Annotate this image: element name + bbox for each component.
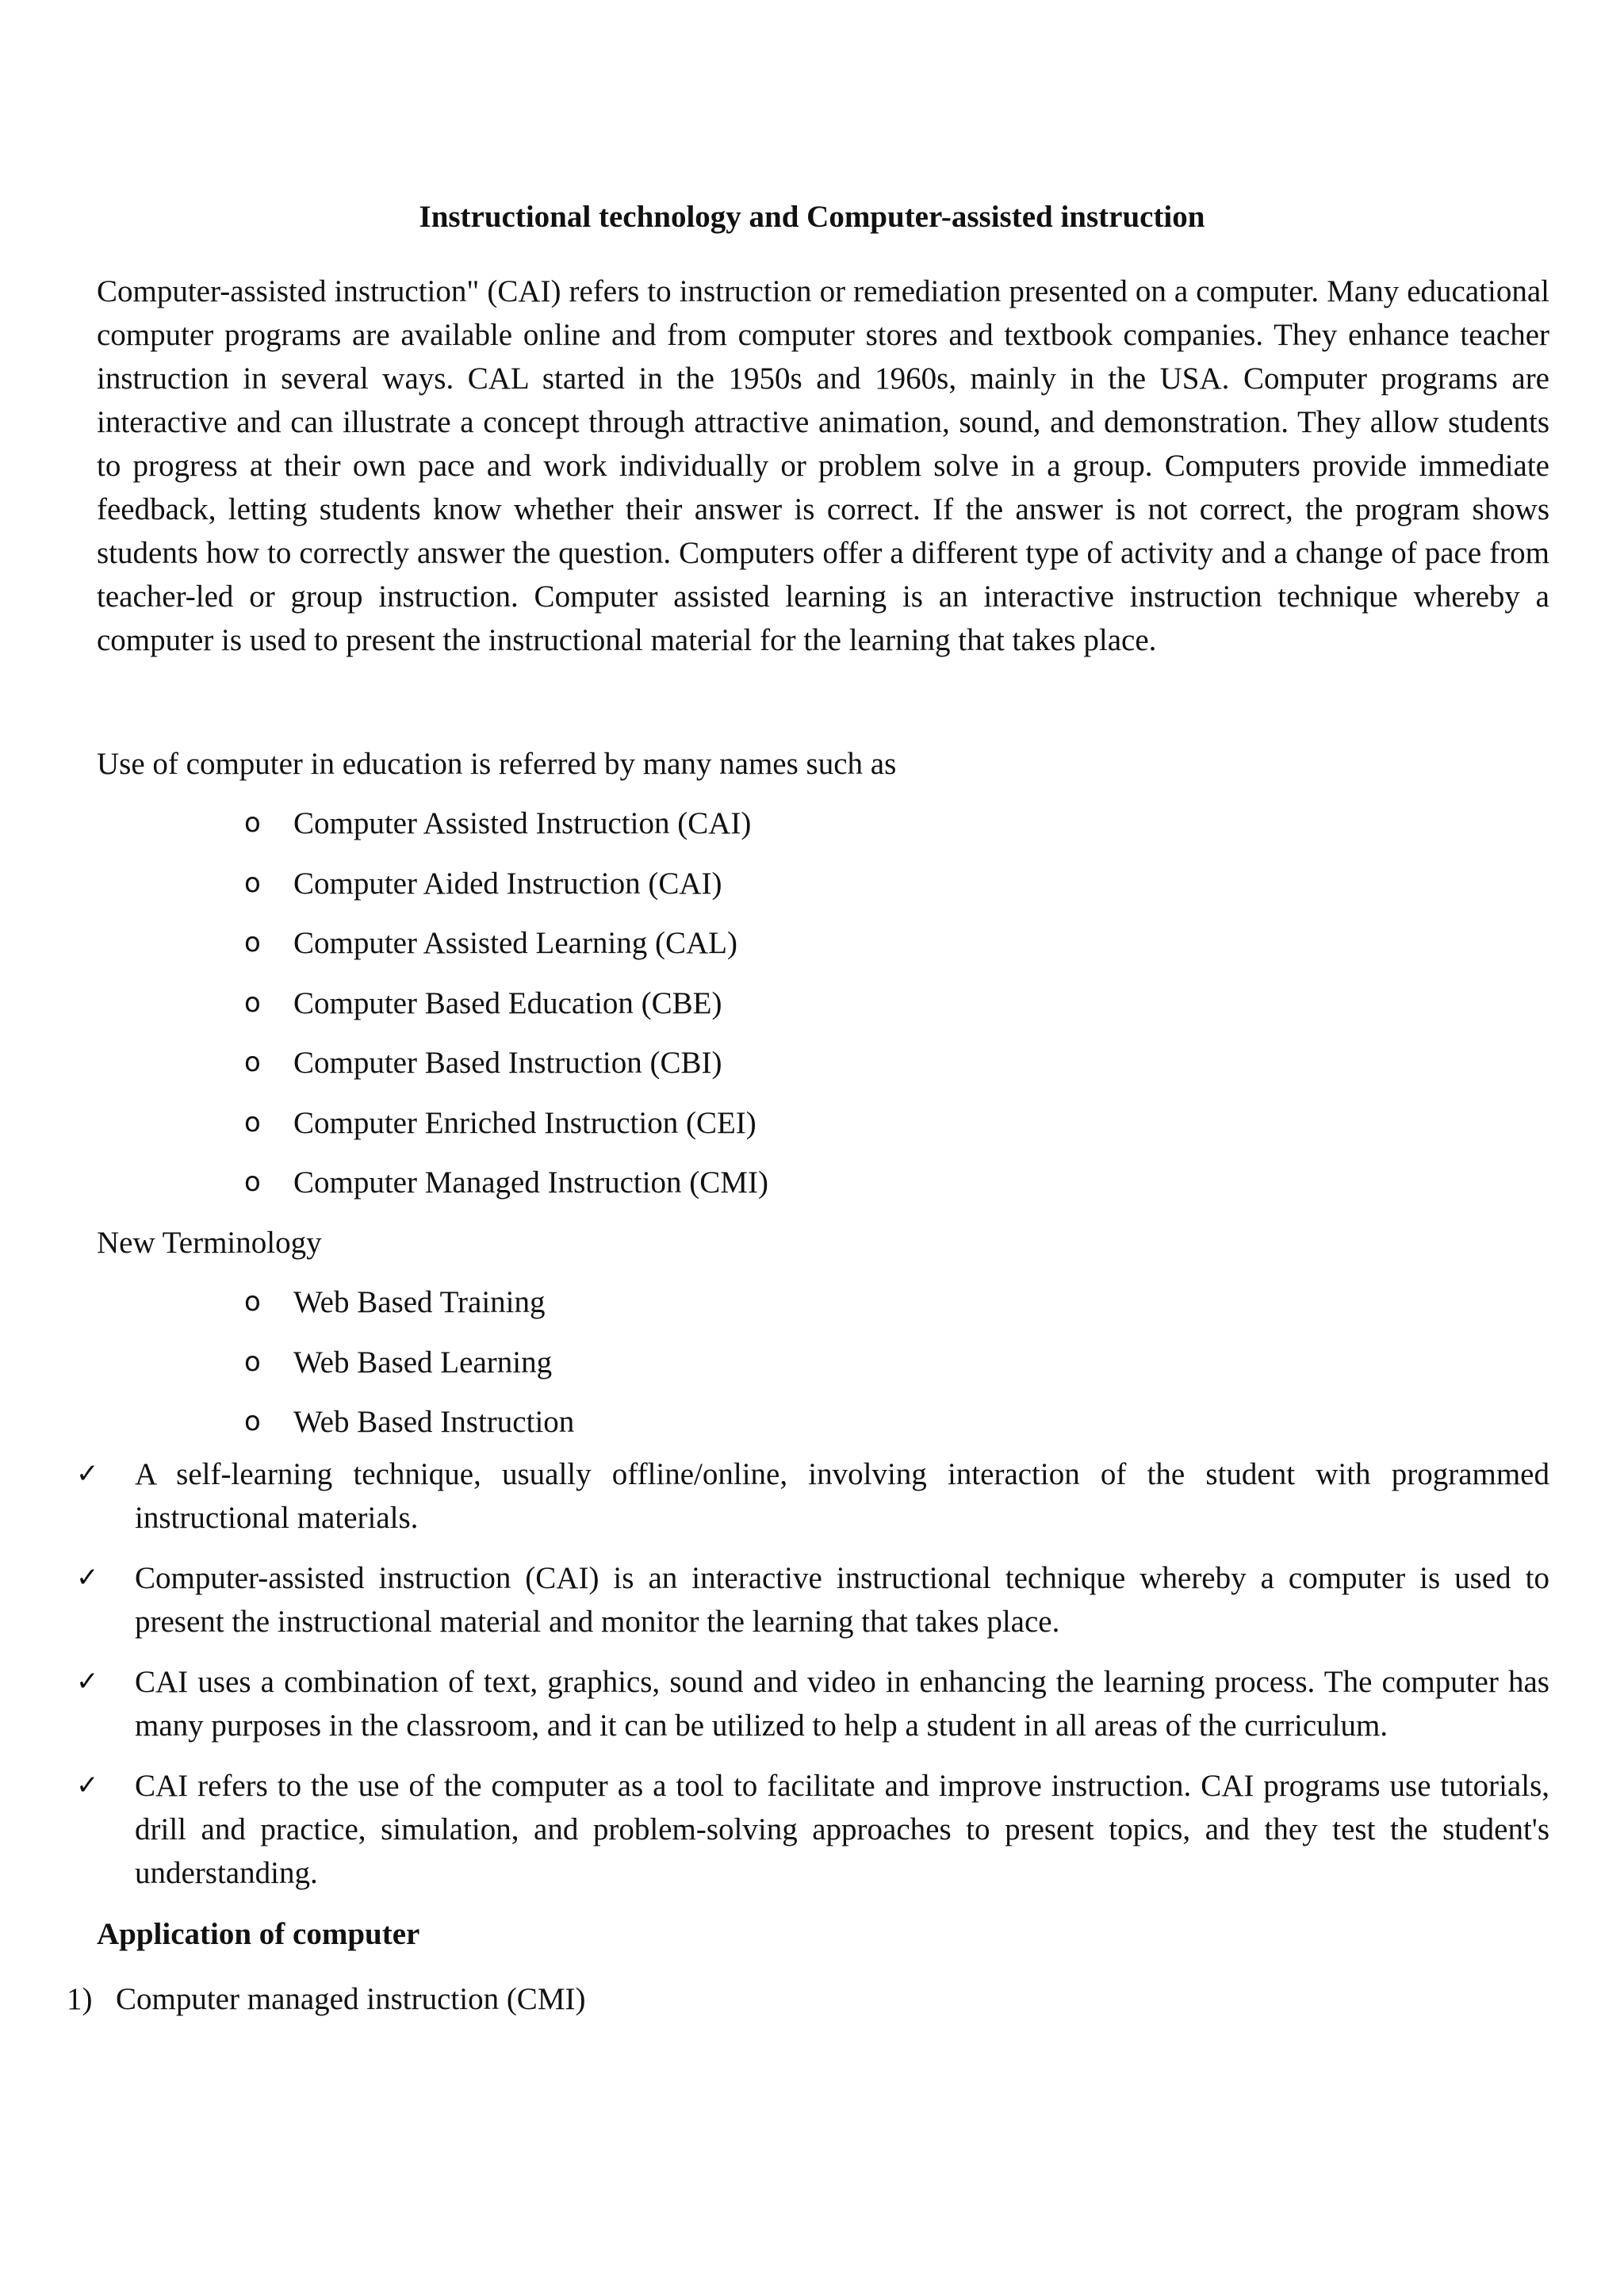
- hollow-bullet-icon: o: [244, 1106, 261, 1138]
- check-item-text: CAI uses a combination of text, graphics, sound and video in enhancing the learning process. The computer has many purposes in the classroom, and it can be utilized to help a student in all areas of the curriculum.: [135, 1665, 1549, 1743]
- list-item: [0, 862, 1624, 922]
- hollow-bullet-icon: o: [244, 807, 261, 839]
- list-item-text: Web Based Training: [293, 1285, 546, 1319]
- hollow-bullet-icon: o: [244, 986, 261, 1019]
- numbered-item-text: Computer managed instruction (CMI): [116, 1982, 586, 2016]
- checkmark-icon: ✓: [76, 1666, 99, 1697]
- new-terms-list: [0, 1280, 1624, 1460]
- list-item-text: Computer Aided Instruction (CAI): [293, 866, 722, 901]
- list-item-text: Computer Assisted Instruction (CAI): [293, 806, 752, 840]
- list-item-text: Computer Based Education (CBE): [293, 985, 722, 1020]
- check-item-text: CAI refers to the use of the computer as a tool to facilitate and improve instruction. CAI programs use tutorials, drill and practice, simulation, and problem-solving approaches to present topics, and they test the student's understanding.: [135, 1769, 1549, 1890]
- check-list: [0, 1452, 1624, 1911]
- page-title: Instructional technology and Computer-assisted instruction: [419, 200, 1205, 234]
- check-item-text: Computer-assisted instruction (CAI) is an interactive instructional technique whereby a computer is used to present the instructional material and monitor the learning that takes place.: [135, 1561, 1549, 1639]
- application-heading: Application of computer: [97, 1917, 420, 1951]
- list-item-text: Computer Enriched Instruction (CEI): [293, 1105, 756, 1140]
- list-item: [0, 1041, 1624, 1101]
- checkmark-icon: ✓: [76, 1562, 99, 1594]
- hollow-bullet-icon: o: [244, 1345, 261, 1378]
- list-item-text: Web Based Instruction: [293, 1405, 575, 1439]
- list-item: [0, 921, 1624, 982]
- check-list-item: [0, 1764, 1624, 1895]
- list-item: [0, 802, 1624, 862]
- hollow-bullet-icon: o: [244, 1047, 261, 1078]
- names-lead: Use of computer in education is referred by many names such as: [97, 747, 897, 781]
- list-item: [0, 1101, 1624, 1161]
- names-list: [0, 802, 1624, 1221]
- check-list-item: [0, 1452, 1624, 1540]
- list-item: [0, 982, 1624, 1042]
- checkmark-icon: ✓: [76, 1458, 99, 1490]
- hollow-bullet-icon: o: [244, 867, 261, 899]
- new-terminology-lead: New Terminology: [97, 1226, 322, 1260]
- hollow-bullet-icon: o: [244, 1286, 261, 1318]
- hollow-bullet-icon: o: [244, 927, 261, 959]
- check-list-item: [0, 1556, 1624, 1644]
- intro-paragraph: Computer-assisted instruction" (CAI) refers to instruction or remediation presented on a computer. Many educational computer programs are available online and from computer stores and textbook companies. They enhance teacher instruction in several ways. CAL started in the 1950s and 1960s, mainly in the USA. Computer programs are interactive and can illustrate a concept through attractive animation, sound, and demonstration. They allow students to progress at their own pace and work individually or problem solve in a group. Computers provide immediate feedback, letting students know whether their answer is correct. If the answer is not correct, the program shows students how to correctly answer the question. Computers offer a different type of activity and a change of pace from teacher-led or group instruction. Computer assisted learning is an interactive instruction technique whereby a computer is used to present the instructional material for the learning that takes place.: [97, 274, 1549, 657]
- list-item: [0, 1400, 1624, 1460]
- list-item: [0, 1341, 1624, 1401]
- list-item-text: Web Based Learning: [293, 1345, 553, 1380]
- list-item: [0, 1280, 1624, 1341]
- list-item: [0, 1161, 1624, 1221]
- numbered-item-number: 1): [67, 1982, 93, 2016]
- check-list-item: [0, 1660, 1624, 1747]
- check-item-text: A self-learning technique, usually offline/online, involving interaction of the student with programmed instructional materials.: [135, 1457, 1549, 1535]
- checkmark-icon: ✓: [76, 1770, 99, 1801]
- list-item-text: Computer Assisted Learning (CAL): [293, 926, 737, 960]
- hollow-bullet-icon: o: [244, 1166, 261, 1198]
- list-item-text: Computer Based Instruction (CBI): [293, 1046, 722, 1080]
- hollow-bullet-icon: o: [244, 1406, 261, 1437]
- list-item-text: Computer Managed Instruction (CMI): [293, 1165, 768, 1200]
